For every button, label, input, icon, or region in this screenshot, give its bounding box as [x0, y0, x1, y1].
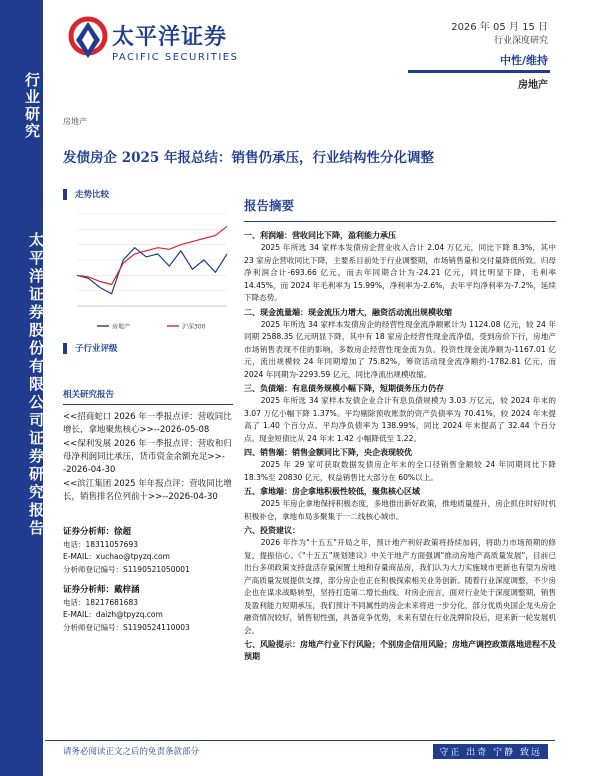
footer-motto: 守正 出奇 宁静 致远 [433, 744, 548, 759]
legend-label: 沪深300 [182, 323, 206, 331]
footer-disclaimer: 请务必阅读正文之后的免责条款部分 [63, 747, 200, 757]
summary-point: 六、投资建议： [244, 526, 300, 535]
analyst-cert: 分析师登记编号：S1190521050001 [63, 564, 190, 574]
summary-heading: 报告摘要 [244, 198, 295, 213]
summary-point: 五、拿地端：房企拿地积极性较低，聚焦核心区域 [244, 487, 420, 496]
summary-block [244, 486, 556, 523]
analyst-phone: 电话：18311057693 [63, 539, 138, 549]
related-report-item[interactable]: <<滨江集团 2025 年年报点评：营收同比增长，销售排名位列前十>>--2026-04-30 [63, 479, 232, 502]
summary-block [244, 447, 556, 484]
summary-paragraph: 2026 年作为"十五五"开局之年，预计地产利好政策将持续加码，将助力市场预期的修复，提振信心。《"十五五"规划建议》中关于地产方面强调"推动房地产高质量发展"，目前已出台多项政策支持盘活存量闲置土地和存量商品房，我们认为大力实施城市更新也有望为房地产高质量发展提供支撑，部分房企也正在积极探索相关业务创新。随着行业深度调整，不少房企也在谋求战略转型，坚持打造第二增长曲线。对房企而言，面对行业处于深度调整期，销售及盈利能力短期承压，我们预计不同属性的房企未来将进一步分化，部分优质央国企龙头房企融资情况较好，销售韧性强，具备竞争优势，未来有望在行业洗牌阶段后，迎来新一轮发展机会。 [244, 538, 556, 635]
header-sector: 房地产 [518, 80, 548, 91]
analyst-info [63, 526, 233, 642]
summary-paragraph: 2025 年所选 34 家样本发债企业合计有息负债规模为 3.03 万亿元，较 2024 年末的 3.07 万亿小幅下降 1.37%。平均剔除预收账款的资产负债率为 70.41%，较 2024 年末提高了 1.40 个百分点。平均净负债率为 138.99%，同比 2024 年末提高了 32.44 个百分点。现金短债比从 24 年末 1.42 小幅降低至 1.22。 [244, 396, 556, 443]
header-rule [408, 70, 550, 73]
footer-rule [45, 740, 555, 741]
related-rule [63, 404, 233, 405]
summary-block [244, 307, 556, 382]
summary-block [244, 383, 556, 445]
company-logo [68, 14, 268, 74]
related-heading: 相关研究报告 [63, 390, 115, 400]
analyst-email[interactable]: E-MAIL：xuchao@tpyzq.com [63, 552, 170, 561]
summary-block [244, 639, 556, 663]
report-type: 行业深度研究 [493, 36, 548, 46]
summary-point: 四、销售端：销售金额同比下降，央企表现较优 [244, 448, 412, 457]
sidebar-top-label: 行业研究 [23, 72, 41, 140]
legend-label: 房地产 [112, 323, 131, 331]
report-title: 发债房企 2025 年报总结：销售仍承压，行业结构性分化调整 [63, 150, 434, 166]
summary-rule [244, 221, 556, 222]
analyst-block [63, 526, 233, 576]
analyst-cert: 分析师登记编号：S1190524110003 [63, 622, 190, 632]
sub-rating-heading: 子行业评级 [75, 344, 118, 354]
summary-block [244, 525, 556, 637]
industry-rating: 中性/维持 [499, 54, 548, 67]
analyst-block [63, 584, 233, 634]
related-report-item[interactable]: <<招商蛇口 2026 年一季报点评：营收同比增长，拿地聚焦核心>>--2026-05-08 [63, 412, 232, 435]
related-reports [63, 388, 233, 505]
trend-chart-svg [63, 206, 233, 334]
summary-section [244, 196, 556, 663]
report-date: 2026 年 05 月 15 日 [451, 22, 548, 33]
analyst-email[interactable]: E-MAIL：daizh@tpyzq.com [63, 610, 163, 619]
section-bar [63, 189, 67, 200]
trend-heading: 走势比较 [75, 190, 110, 200]
logo-text-cn: 太平洋证券 [112, 25, 228, 50]
summary-paragraph: 2025 年所选 34 家样本发债房企的经营性现金流净额累计为 1124.08 亿元，较 24 年同期 2588.35 亿元明显下降，其中有 18 家房企经营性现金流净值，受到房价下行，房地产市场销售表现不佳的影响，多数房企经营性现金流为负。投资性现金流净额为-1167.01 亿元，流出规模较 24 年同期增加了 75.82%，筹资活动现金流净额约-1782.81 亿元，而 2024 年同期为-2293.59 亿元，同比净流出规模收缩。 [244, 319, 556, 379]
summary-paragraph: 2025 年房企拿地保持积极态度，多地推出新好政策，推地质量提升，房企抓住时好时机积极补仓，拿地布局多聚集于一二线核心城市。 [244, 499, 556, 521]
analyst-name: 证券分析师：徐超 [63, 527, 132, 537]
sidebar [0, 0, 43, 776]
summary-point: 二、现金流量端：现金流压力增大，融资活动流出规模收缩 [244, 307, 452, 317]
logo-emblem-icon [68, 14, 108, 70]
summary-point: 一、利润端：营收同比下降，盈利能力承压 [244, 231, 396, 240]
summary-paragraph: 2025 年所选 34 家样本发债房企营业收入合计 2.04 万亿元，同比下降 8.3%，其中 23 家房企营收同比下降，主要系目前处于行业调整期，市场销售量和交付量降低所致。归母净利润合计-693.66 亿元，而去年同期合计为-24.21 亿元，同比明显下降，毛利率 14.45%，而 2024 年毛利率为 15.99%，净利率为-2.6%，去年平均净利率为-7.2%，延续下降态势。 [244, 243, 556, 302]
industry-tag: 房地产 [63, 117, 87, 126]
sidebar-bottom-label: 太平洋证券股份有限公司证券研究报告 [27, 232, 45, 538]
analyst-name: 证券分析师：戴梓涵 [63, 585, 140, 595]
summary-point: 三、负债端：有息债务规模小幅下降，短期债务压力仍存 [244, 384, 444, 393]
section-bar [63, 343, 67, 354]
chart-series-line [77, 248, 227, 294]
trend-chart [63, 206, 233, 334]
summary-paragraph: 2025 年 29 家可获取数据发债房企年末的全口径销售金额较 24 年同期同比下降 18.3%至 20830 亿元，权益销售比大部分在 60%以上。 [244, 460, 556, 482]
logo-text-en: PACIFIC SECURITIES [112, 52, 239, 63]
summary-block [244, 230, 556, 305]
sub-rating-section [63, 342, 118, 354]
summary-point: 七、风险提示：房地产行业下行风险；个别房企信用风险；房地产调控政策落地进程不及预期 [244, 640, 556, 661]
trend-section [63, 188, 233, 200]
analyst-phone: 电话：18217681683 [63, 597, 138, 607]
related-report-item[interactable]: <<保利发展 2026 年一季报点评：营收和归母净利润同比承压，货币资金余额充足>>--2026-04-30 [63, 439, 232, 475]
